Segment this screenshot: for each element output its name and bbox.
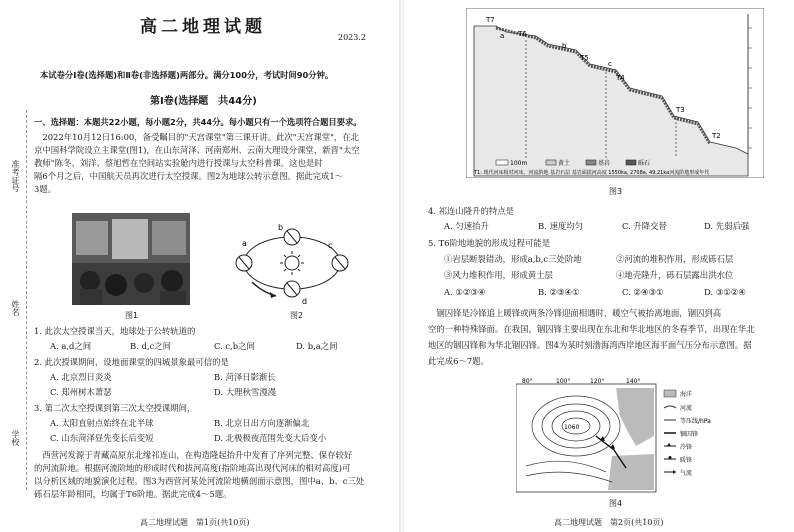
passage2-line: 砾石层年龄相同，均属于T6阶地。据此完成4～5题。 — [34, 489, 232, 499]
terrace-label: T3 — [676, 106, 685, 114]
right-page — [404, 0, 794, 532]
exam-intro: 本试卷分Ⅰ卷(选择题)和Ⅱ卷(非选择题)两部分。满分100分，考试时间90分钟。 — [40, 70, 334, 80]
page-title: 高二地理试题 — [140, 17, 266, 37]
q5-step-2: ②河流的堆积作用，形成砾石层 — [616, 254, 734, 264]
lon-label: 140° — [626, 378, 641, 385]
figure3-note: T1: 现代河床相对河床，河流阶地 基岩石层 基岩面拔河高度 1550ka, 2708a, 49.21ka河流阶地形成年代 — [474, 170, 710, 176]
q1-option-d: D. b,a之间 — [296, 341, 338, 351]
passage1-line: 隔6个月之后，中国航天员再次进行太空授课。图2为地球公转示意图。据此完成1～ — [34, 171, 344, 181]
passage3-line: 空的一种特殊锋面。在我国，锢囚锋主要出现在东北和华北地区的冬春季节，出现在华北 — [428, 324, 755, 334]
q5-option-c: C. ②④③① — [622, 287, 664, 297]
section-description: 一、选择题：本题共22小题，每小题2分，共44分。每小题只有一个选项符合题目要求。 — [34, 117, 362, 127]
terrace-label: T5 — [580, 54, 589, 62]
q5-step-1: ①岩层断裂错动，形成a,b,c三处阶地 — [444, 254, 582, 264]
legend-label: 基岩 — [598, 160, 611, 167]
page-footer: 高二地理试题 第2页(共10页) — [554, 518, 664, 527]
figure1-caption: 图1 — [125, 311, 139, 320]
legend-label: 100m — [510, 160, 528, 167]
q3-option-b: B. 北京日出方向逐渐偏北 — [214, 418, 310, 428]
q4-option-b: B. 速度均匀 — [538, 221, 583, 231]
legend-label: 暖锋 — [680, 457, 693, 464]
legend-label: 河流 — [680, 405, 693, 412]
side-label-exam-number: 准考证号 — [11, 160, 20, 192]
earth-position-a — [236, 255, 252, 271]
question-4: 4. 祁连山隆升的特点是 — [428, 206, 515, 216]
q2-option-a: A. 北京烈日炎炎 — [50, 372, 112, 382]
passage2-line: 的河流阶地。根据河流阶地的形成时代和拔河高度(指阶地高出现代河床的相对高度)可 — [34, 463, 351, 473]
legend-label: 冷锋 — [680, 444, 693, 451]
legend-label: 砾石 — [638, 160, 651, 167]
q2-option-b: B. 菏泽日影渐长 — [214, 372, 276, 382]
q1-option-a: A. a,d之间 — [50, 341, 92, 351]
side-label-name: 姓名 — [11, 300, 20, 316]
question-3: 3. 第二次太空授课到第三次太空授课期间， — [34, 403, 196, 413]
q3-option-a: A. 太阳直射点始终在北半球 — [50, 418, 154, 428]
orbit-label-d: d — [302, 297, 308, 306]
passage1-line: 2022年10月12日16:00，备受瞩目的"天宫课堂"第三课开讲。此次"天宫课堂"，在北 — [34, 132, 360, 142]
q4-option-d: D. 先弱后强 — [704, 221, 750, 231]
passage3-line: 此完成6～7题。 — [428, 356, 489, 366]
legend-label: 等压线/hPa — [680, 418, 711, 425]
lon-label: 100° — [556, 378, 571, 385]
passage2-line: 以分析区域的地貌演化过程。图3为西营河某处河流阶地横剖面示意图，图中a、b、c三处 — [34, 476, 365, 486]
passage3-line: 锢囚锋是冷锋追上暖锋或两条冷锋迎面相遇时，暖空气被抬离地面，锢囚到高 — [428, 308, 722, 318]
figure3-caption: 图3 — [609, 187, 623, 196]
point-label-b: b — [562, 42, 567, 50]
passage3-line: 地区的锢囚锋称为华北锢囚锋。图4为某时刻渤海湾西岸地区海平面气压分布示意图。据 — [428, 340, 752, 350]
lon-label: 120° — [590, 378, 605, 385]
q3-option-d: D. 北极极夜范围先变大后变小 — [214, 433, 327, 443]
point-label-c: c — [608, 60, 612, 68]
earth-position-d — [284, 281, 300, 297]
q1-option-b: B. d,c之间 — [130, 341, 171, 351]
point-label-a: a — [500, 32, 505, 40]
orbit-label-c: c — [328, 241, 333, 250]
passage1-line: 京中国科学院设立主课堂(图1)，在山东菏泽、河南郑州、云南大理设分课堂，新晋"太空 — [34, 145, 360, 155]
sun-icon — [280, 251, 304, 275]
side-label-school: 学校 — [11, 430, 20, 446]
terrace-label: T4 — [616, 74, 625, 82]
figure4-caption: 图4 — [609, 499, 623, 508]
earth-position-b — [284, 229, 300, 245]
figure1-classroom-photo — [72, 213, 190, 305]
q5-step-4: ④地壳隆升，砾石层露出洪水位 — [616, 270, 734, 280]
q5-option-a: A. ①②③④ — [444, 287, 486, 297]
legend-label: 海洋 — [680, 391, 693, 398]
legend-label: 黄土 — [558, 160, 571, 167]
figure4-pressure-map — [516, 376, 716, 494]
orbit-label-b: b — [278, 223, 284, 232]
passage1-line: 3题。 — [34, 184, 57, 194]
earth-position-c — [332, 255, 348, 271]
legend-label: 锢囚锋 — [680, 431, 699, 438]
terrace-label: T7 — [486, 16, 495, 24]
page-footer: 高二地理试题 第1页(共10页) — [140, 518, 250, 527]
exam-date: 2023.2 — [338, 33, 366, 42]
q2-option-c: C. 郑州树木萧瑟 — [50, 387, 112, 397]
figure2-orbit-diagram — [232, 218, 352, 306]
q5-step-3: ③风力堆积作用，形成黄土层 — [444, 270, 553, 280]
q5-option-d: D. ③①②④ — [704, 287, 746, 297]
figure3-terrace-profile — [466, 8, 764, 178]
passage2-line: 西营河发源于青藏高原东北缘祁连山，在构造隆起抬升中发育了序列完整、保存较好 — [34, 450, 353, 460]
section-title: 第Ⅰ卷(选择题 共44分) — [150, 96, 257, 107]
terrace-label: T2 — [712, 132, 721, 140]
q1-option-c: C. c,b之间 — [214, 341, 255, 351]
lon-label: 80° — [522, 378, 533, 385]
q3-option-c: C. 山东菏泽昼先变长后变短 — [50, 433, 154, 443]
question-2: 2. 此次授课期间，设地面课堂的四城景象最可信的是 — [34, 357, 229, 367]
figure2-caption: 图2 — [290, 311, 304, 320]
binding-line — [26, 110, 27, 490]
q4-option-a: A. 匀速抬升 — [444, 221, 489, 231]
legend-label: 气流 — [680, 470, 693, 477]
question-1: 1. 此次太空授课当天，地球处于公转轨道的 — [34, 326, 196, 336]
orbit-label-a: a — [242, 239, 247, 248]
q4-option-c: C. 升降交替 — [622, 221, 667, 231]
terrace-label: T6 — [518, 30, 527, 38]
q5-option-b: B. ②③④① — [538, 287, 580, 297]
passage1-line: 教师"陈冬、刘洋、蔡旭哲在空间站实验舱内进行授课与太空科普课。这也是时 — [34, 158, 323, 168]
question-5: 5. T6阶地地貌的形成过程可能是 — [428, 238, 551, 248]
isobar-label: 1060 — [564, 424, 580, 431]
q2-option-d: D. 大理秋雪漫漫 — [214, 387, 276, 397]
